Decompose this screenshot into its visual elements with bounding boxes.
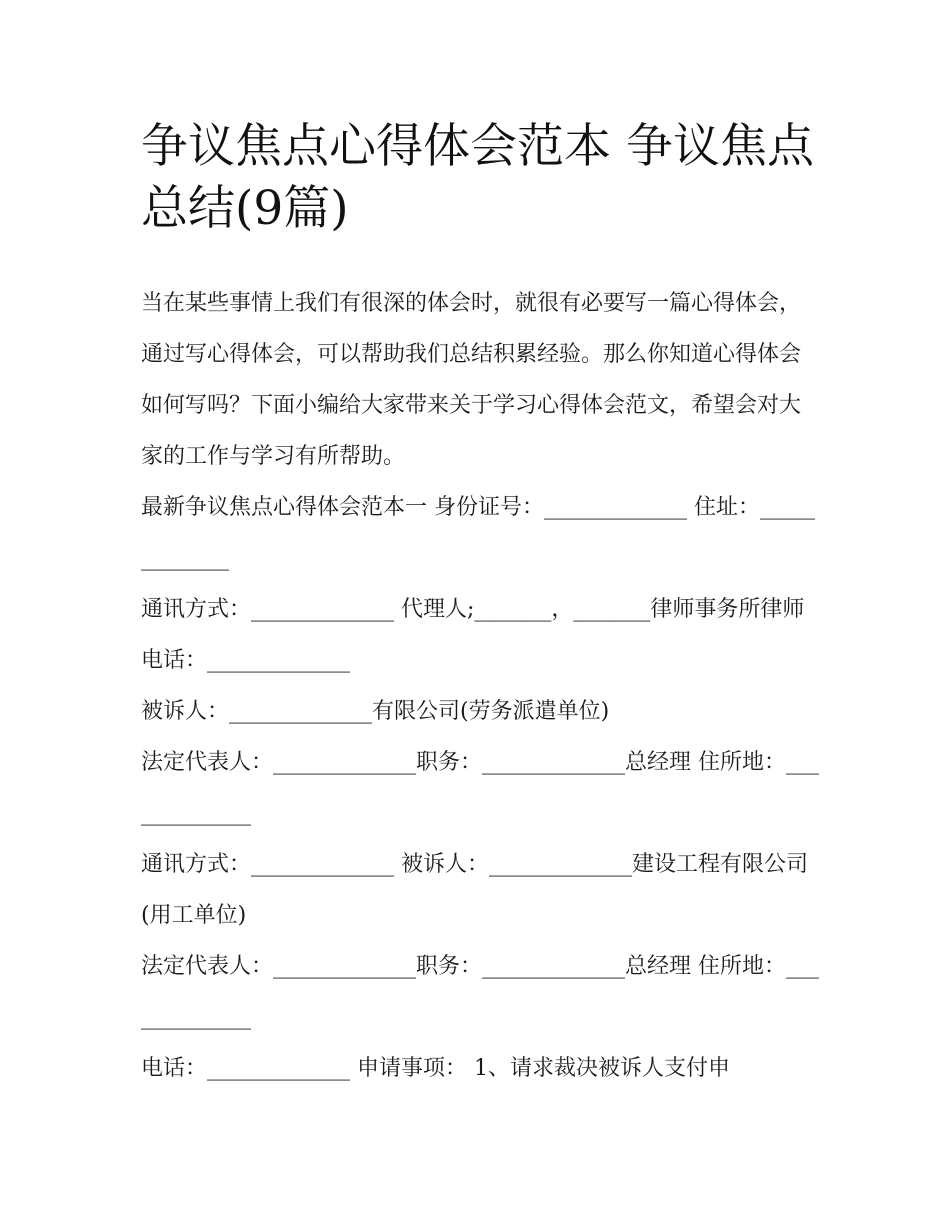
paragraph-legal-rep-2: 法定代表人：_____________职务：_____________总经理 住所地：_____________ — [141, 954, 819, 1030]
paragraph-respondent-dispatch: 被诉人：_____________有限公司(劳务派遣单位) — [141, 699, 610, 724]
paragraph-contact-agent: 通讯方式：_____________ 代理人;_______，_______律师事务所律师 电话：_____________ — [141, 597, 805, 673]
paragraph-legal-rep-1: 法定代表人：_____________职务：_____________总经理 住所地：_____________ — [141, 750, 819, 826]
document-title: 争议焦点心得体会范本 争议焦点总结(9篇) — [141, 119, 814, 236]
paragraph-respondent-employer: 通讯方式：_____________ 被诉人：_____________建设工程有限公司(用工单位) — [141, 852, 808, 928]
paragraph-applicant-id: 最新争议焦点心得体会范本一 身份证号：_____________ 住址：_____________ — [141, 495, 815, 571]
document-body — [141, 278, 821, 1094]
paragraph-phone-claims: 电话：_____________ 申请事项： 1、请求裁决被诉人支付申 — [141, 1056, 730, 1081]
intro-paragraph: 当在某些事情上我们有很深的体会时，就很有必要写一篇心得体会，通过写心得体会，可以帮助我们总结积累经验。那么你知道心得体会如何写吗？下面小编给大家带来关于学习心得体会范文，希望会对大家的工作与学习有所帮助。 — [141, 291, 802, 469]
